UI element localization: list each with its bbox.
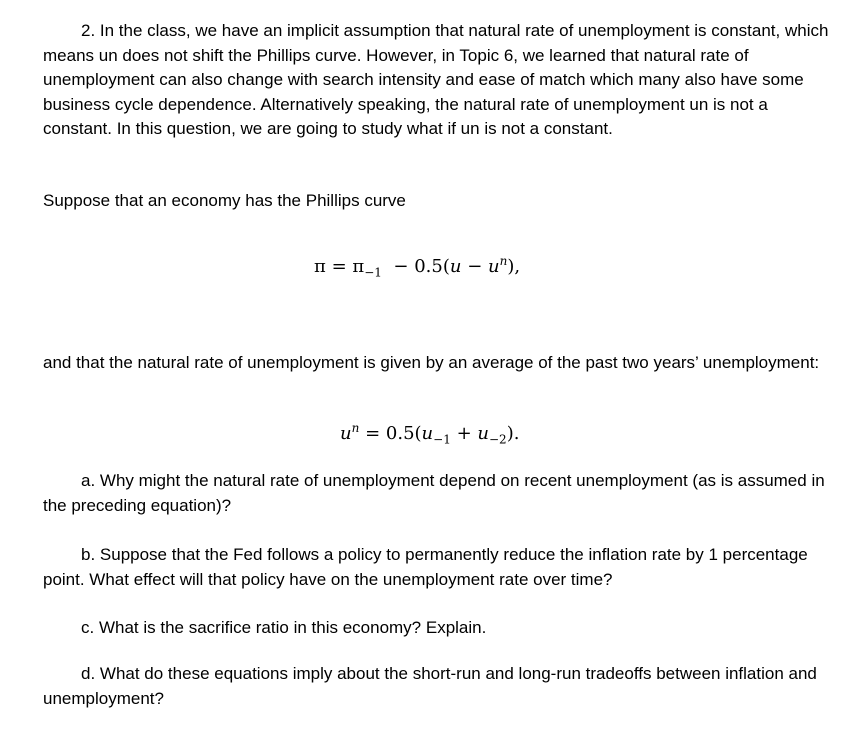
eq1-close: ), xyxy=(507,256,521,277)
phillips-curve-intro: Suppose that an economy has the Phillips curve xyxy=(43,191,406,210)
eq2-sub1: −1 xyxy=(433,432,451,447)
eq2-coef: 0.5( xyxy=(385,423,422,444)
eq2-equals: = xyxy=(365,423,381,444)
eq2-un: u xyxy=(340,423,352,444)
eq1-pi: π xyxy=(314,256,326,277)
phillips-curve-equation xyxy=(314,254,520,280)
part-a: a. Why might the natural rate of unemployment depend on recent unemployment (as is assumed in the preceding equation)? xyxy=(43,471,825,515)
eq1-u: u xyxy=(449,256,462,277)
part-b: b. Suppose that the Fed follows a policy to permanently reduce the inflation rate by 1 percentage point. What effect will that policy have on the unemployment rate over time? xyxy=(43,545,808,589)
eq1-equals: = xyxy=(331,256,347,277)
part-d: d. What do these equations imply about the short-run and long-run tradeoffs between inflation and unemployment? xyxy=(43,664,817,708)
eq2-sub2: −2 xyxy=(489,432,507,447)
eq2-u2: u xyxy=(477,423,489,444)
eq1-minus: − xyxy=(393,256,409,277)
eq2-sup-n: n xyxy=(351,421,360,435)
eq1-minus2: − xyxy=(467,256,483,277)
part-c: c. What is the sacrifice ratio in this economy? Explain. xyxy=(81,618,487,637)
eq2-u1: u xyxy=(421,423,434,444)
eq2-close: ). xyxy=(506,423,520,444)
eq2-plus: + xyxy=(456,423,472,444)
eq1-un: u xyxy=(488,256,500,277)
question-intro: 2. In the class, we have an implicit assumption that natural rate of unemployment is constant, which means un does not shift the Phillips curve. However, in Topic 6, we learned that natural rate of unemployment can also change with search intensity and ease of match which many also have some business cycle dependence. Alternatively speaking, the natural rate of unemployment un is not a constant. In this question, we are going to study what if un is not a constant. xyxy=(43,21,829,138)
natural-rate-intro: and that the natural rate of unemployment is given by an average of the past two years’ unemployment: xyxy=(43,353,820,372)
eq1-coef: 0.5( xyxy=(414,256,450,277)
natural-rate-equation xyxy=(340,421,519,447)
eq1-sub-prev: −1 xyxy=(364,265,382,280)
eq1-pi-prev: π xyxy=(352,256,365,277)
eq1-sup-n: n xyxy=(499,254,508,268)
